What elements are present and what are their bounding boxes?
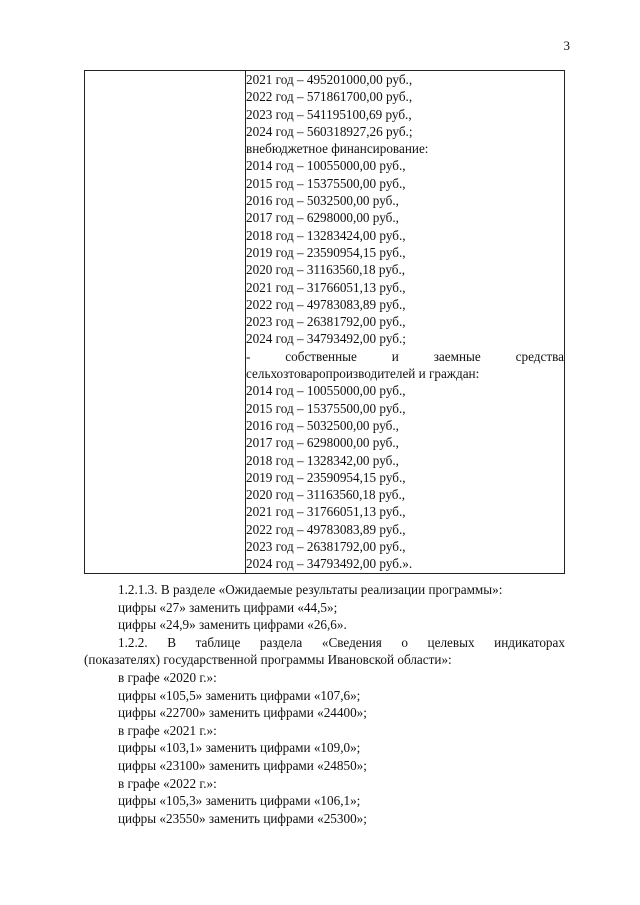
own-funds-word: и [391,348,399,364]
funding-line: 2022 год – 49783083,89 руб., [246,296,406,312]
funding-line: 2023 год – 26381792,00 руб., [246,539,406,555]
paragraph: цифры «23550» заменить цифрами «25300»; [118,810,367,826]
funding-line: 2023 год – 541195100,69 руб., [246,106,412,122]
paragraph-word: раздела [259,634,303,650]
paragraph: цифры «27» заменить цифрами «44,5»; [118,599,338,615]
paragraph-word: «Сведения [321,634,382,650]
funding-line: 2021 год – 31766051,13 руб., [246,504,406,520]
funding-line: 2016 год – 5032500,00 руб., [246,193,399,209]
paragraph: 1.2.1.3. В разделе «Ожидаемые результаты реализации программы»: [118,582,503,597]
own-funds-word: - [246,348,251,364]
funding-line: 2018 год – 13283424,00 руб., [246,227,406,243]
table-value-cell [246,71,565,574]
paragraph-word: В [167,634,177,650]
table-label-cell [85,71,246,574]
funding-line: 2015 год – 15375500,00 руб., [246,175,406,191]
page-number: 3 [563,38,570,53]
funding-line: 2024 год – 34793492,00 руб.; [246,331,406,347]
paragraph-word: целевых [427,634,475,650]
own-funds-word: средства [515,348,564,364]
funding-line: 2014 год – 10055000,00 руб., [246,383,406,399]
funding-line: 2017 год – 6298000,00 руб., [246,210,399,226]
amendment-text [84,581,565,827]
funding-line: 2015 год – 15375500,00 руб., [246,400,406,416]
funding-line: 2016 год – 5032500,00 руб., [246,417,399,433]
paragraph-word: о [401,634,408,650]
paragraph: цифры «105,3» заменить цифрами «106,1»; [118,793,361,809]
own-funds-word: заемные [433,348,481,364]
paragraph: цифры «23100» заменить цифрами «24850»; [118,757,367,773]
paragraph-word: 1.2.2. [118,634,148,650]
paragraph: в графе «2020 г.»: [118,669,217,685]
funding-line: 2024 год – 560318927,26 руб.; [246,123,413,139]
funding-line: 2019 год – 23590954,15 руб., [246,244,406,260]
funding-line: 2020 год – 31163560,18 руб., [246,262,406,278]
own-funds-heading [246,348,564,365]
funding-line: 2022 год – 49783083,89 руб., [246,521,406,537]
paragraph: цифры «22700» заменить цифрами «24400»; [118,705,367,721]
paragraph: цифры «105,5» заменить цифрами «107,6»; [118,687,361,703]
paragraph: в графе «2022 г.»: [118,775,217,791]
funding-line: 2020 год – 31163560,18 руб., [246,487,406,503]
funding-line: 2014 год – 10055000,00 руб., [246,158,406,174]
paragraph-first-line [84,634,565,652]
paragraph-word: индикаторах [494,634,565,650]
paragraph: цифры «24,9» заменить цифрами «26,6». [118,617,347,633]
paragraph-word: таблице [195,634,241,650]
own-funds-heading-cont: сельхозтоваропроизводителей и граждан: [246,366,480,382]
own-funds-word: собственные [285,348,357,364]
funding-line: 2017 год – 6298000,00 руб., [246,435,399,451]
paragraph-continuation: (показателях) государственной программы Ивановской области»: [84,652,452,668]
paragraph: в графе «2021 г.»: [118,722,217,738]
funding-line: 2024 год – 34793492,00 руб.». [246,556,413,572]
funding-table [84,70,565,574]
funding-line: 2023 год – 26381792,00 руб., [246,314,406,330]
funding-line: 2022 год – 571861700,00 руб., [246,89,413,105]
funding-line: 2021 год – 495201000,00 руб., [246,72,413,87]
funding-line: 2021 год – 31766051,13 руб., [246,279,406,295]
funding-line: 2018 год – 1328342,00 руб., [246,452,399,468]
table-row [85,71,565,574]
funding-heading: внебюджетное финансирование: [246,141,429,157]
paragraph: цифры «103,1» заменить цифрами «109,0»; [118,740,361,756]
funding-line: 2019 год – 23590954,15 руб., [246,469,406,485]
